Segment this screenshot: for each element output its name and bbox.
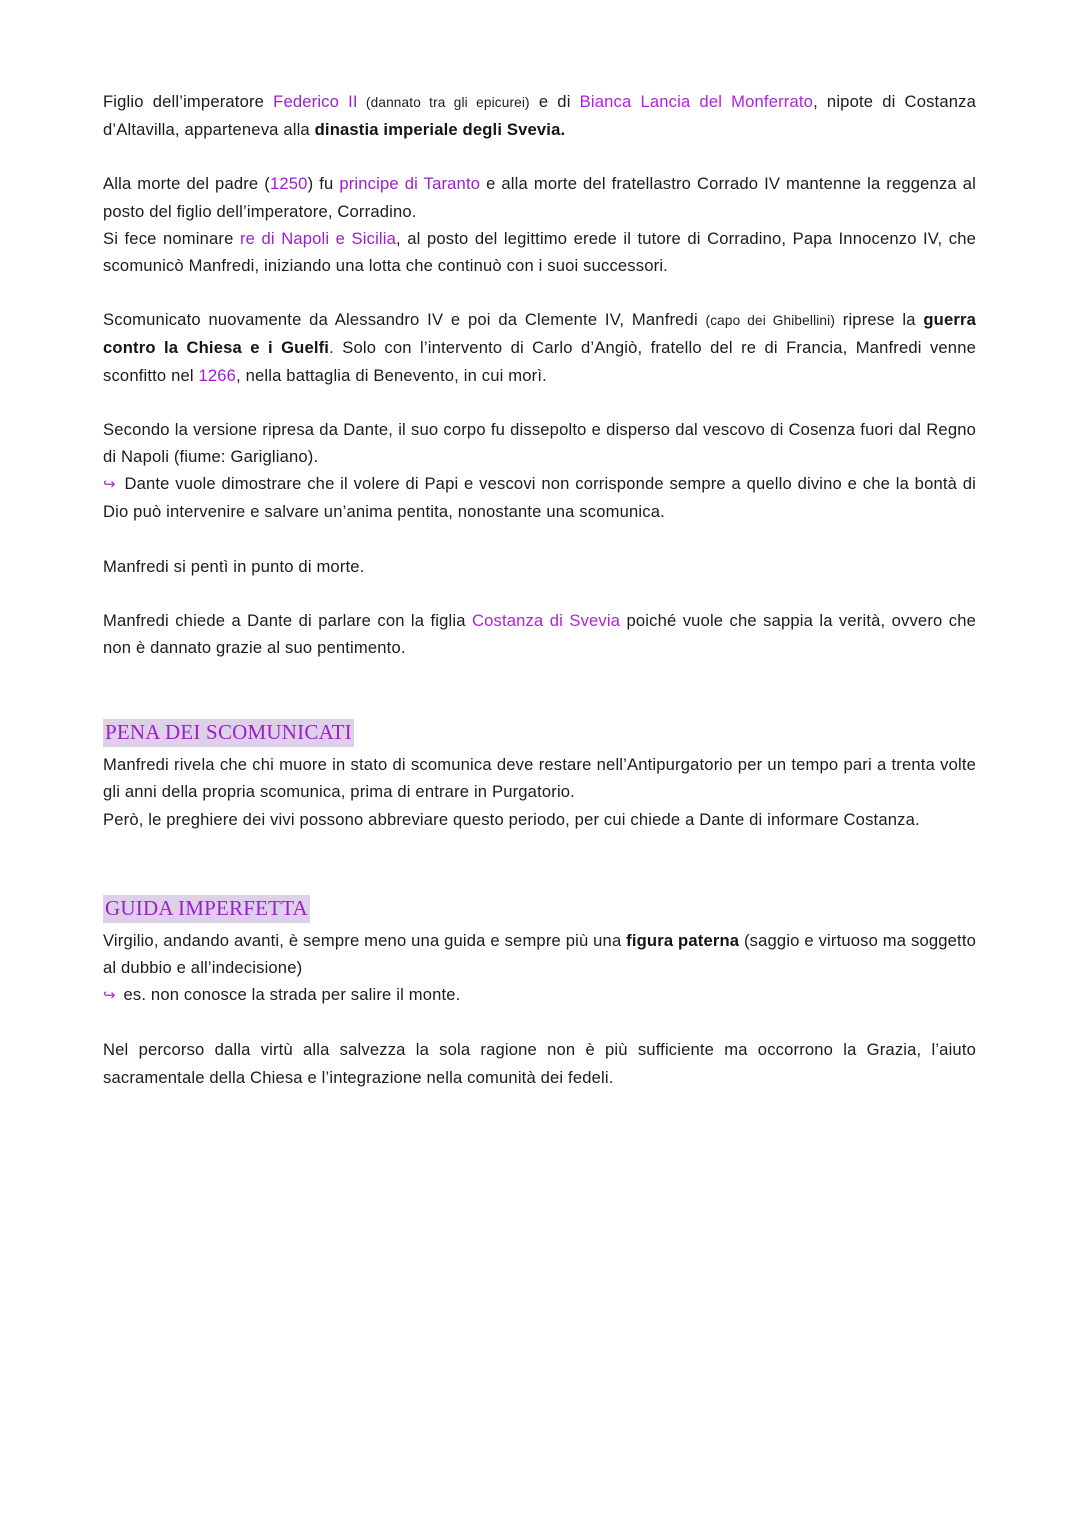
highlight-costanza-di-svevia: Costanza di Svevia: [471, 610, 621, 630]
bullet-volere-papi: [103, 470, 976, 525]
paragraph-costanza-richiesta: [103, 607, 976, 661]
section-gap: [103, 833, 976, 895]
text-run: Manfredi chiede a Dante di parlare con la figlia: [103, 610, 472, 630]
text-run: , nipote di Costanza d’Altavilla, apparteneva alla: [103, 92, 976, 140]
text-run: ) fu: [307, 174, 340, 194]
text-run: Alla morte del padre (: [103, 174, 270, 194]
text-run: riprese la: [835, 310, 924, 330]
bold-figura-paterna: figura paterna: [626, 930, 740, 950]
bold-dinastia-svevia: dinastia imperiale degli Svevia.: [314, 120, 566, 140]
text-run: e alla morte del fratellastro Corrado IV mantenne la reggenza al posto del figlio dell’imperatore, Corradino.: [103, 174, 977, 221]
heading-row: [103, 719, 976, 747]
paragraph-principe-taranto: [103, 170, 976, 224]
document-body: [103, 88, 976, 1091]
paragraph-gap: [103, 580, 976, 607]
paragraph-gap: [103, 143, 976, 170]
arrow-hook-icon: ↪: [103, 987, 116, 1005]
text-run: Però, le preghiere dei vivi possono abbreviare questo periodo, per cui chiede a Dante di informare Costanza.: [103, 809, 920, 829]
text-run: Secondo la versione ripresa da Dante, il suo corpo fu dissepolto e disperso dal vescovo di Cosenza fuori dal Regno di Napoli (fiume: Garigliano).: [103, 419, 976, 467]
paragraph-virgilio-figura-paterna: [103, 927, 976, 981]
section-heading-guida-imperfetta: GUIDA IMPERFETTA: [103, 895, 310, 923]
parenthetical-ghibellini: (capo dei Ghibellini): [705, 313, 836, 329]
paragraph-preghiere-vivi: [103, 806, 976, 833]
text-run: Figlio dell’imperatore: [103, 92, 274, 111]
paragraph-antipurgatorio: [103, 751, 976, 805]
arrow-hook-icon: ↪: [103, 476, 116, 494]
paragraph-gap: [103, 526, 976, 553]
text-run: , al posto del legittimo erede il tutore di Corradino, Papa Innocenzo IV, che scomunicò Manfredi, iniziando una lotta che continuò con i suoi successori.: [103, 228, 976, 276]
highlight-bianca-lancia: Bianca Lancia del Monferrato: [579, 92, 814, 111]
paragraph-pentimento-morte: [103, 553, 976, 580]
text-run: , nella battaglia di Benevento, in cui morì.: [236, 365, 547, 385]
paragraph-lineage: [103, 88, 976, 143]
bullet-non-conosce-strada: [103, 981, 976, 1009]
text-run: e di: [529, 92, 580, 111]
text-run: Manfredi rivela che chi muore in stato di scomunica deve restare nell’Antipurgatorio per un tempo pari a trenta volte gli anni della propria scomunica, prima di entrare in Purgatorio.: [103, 755, 976, 802]
paragraph-gap: [103, 279, 976, 306]
text-run: Dante vuole dimostrare che il volere di Papi e vescovi non corrisponde sempre a quello divino e che la bontà di Dio può intervenire e salvare un’anima pentita, nonostante una scomunica.: [103, 474, 976, 522]
highlight-federico-ii: Federico II: [273, 92, 358, 111]
paragraph-gap: [103, 1009, 976, 1036]
text-run: Virgilio, andando avanti, è sempre meno una guida e sempre più una: [103, 930, 627, 950]
highlight-year-1250: 1250: [269, 174, 308, 194]
paragraph-re-napoli-sicilia: [103, 225, 976, 279]
highlight-principe-taranto: principe di Taranto: [339, 174, 481, 194]
text-run: es. non conosce la strada per salire il monte.: [118, 985, 461, 1005]
paragraph-scomunica-benevento: [103, 306, 976, 389]
section-heading-pena-dei-scomunicati: PENA DEI SCOMUNICATI: [103, 719, 354, 747]
text-run: poiché vuole che sappia la verità, ovvero che non è dannato grazie al suo pentimento.: [103, 610, 977, 658]
heading-row: [103, 895, 976, 923]
paragraph-grazia-comunita: [103, 1036, 976, 1090]
section-gap: [103, 661, 976, 719]
highlight-re-napoli-sicilia: re di Napoli e Sicilia: [239, 228, 397, 248]
text-run: Scomunicato nuovamente da Alessandro IV e poi da Clemente IV, Manfredi: [103, 310, 706, 330]
text-run: . Solo con l’intervento di Carlo d’Angiò, fratello del re di Francia, Manfredi venne sconfitto nel: [103, 338, 976, 385]
parenthetical-epicurei: (dannato tra gli epicurei): [357, 95, 530, 110]
text-run: Nel percorso dalla virtù alla salvezza la sola ragione non è più sufficiente ma occorrono la Grazia, l’aiuto sacramentale della Chiesa e l’integrazione nella comunità dei fedeli.: [103, 1040, 976, 1087]
paragraph-corpo-disperso: [103, 416, 976, 470]
text-run: Manfredi si pentì in punto di morte.: [103, 556, 365, 576]
text-run: Si fece nominare: [103, 228, 240, 248]
paragraph-gap: [103, 389, 976, 416]
bold-guerra-chiesa-guelfi: guerra contro la Chiesa e i Guelfi: [103, 310, 976, 358]
highlight-year-1266: 1266: [198, 365, 237, 385]
text-run: (saggio e virtuoso ma soggetto al dubbio e all’indecisione): [103, 930, 976, 978]
